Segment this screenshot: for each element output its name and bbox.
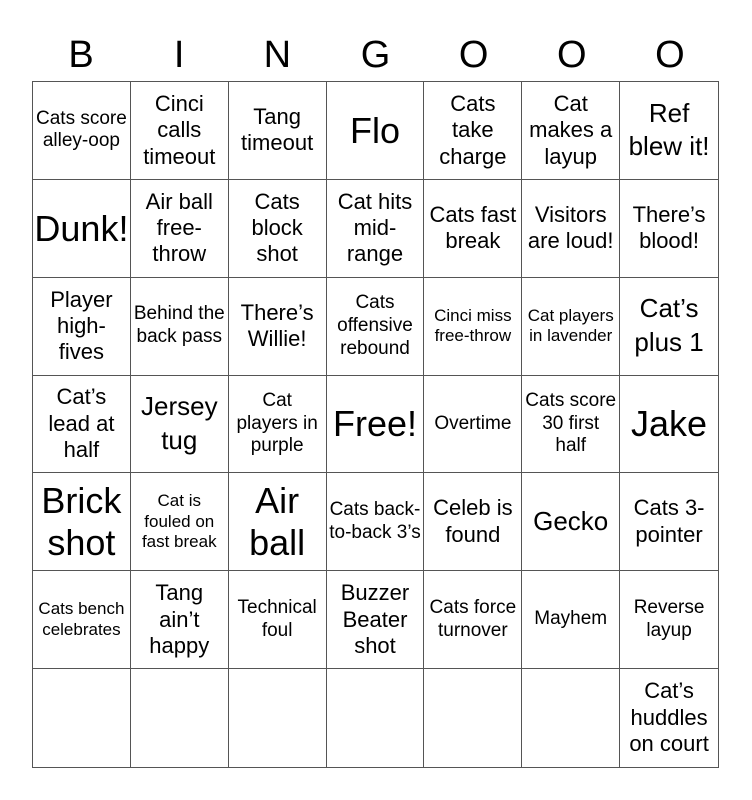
bingo-cell-text: Cat’s huddles on court (629, 678, 709, 757)
bingo-cell[interactable] (131, 571, 229, 669)
bingo-cell[interactable] (327, 669, 425, 767)
bingo-cell-text: Cats take charge (439, 90, 507, 169)
bingo-cell[interactable] (327, 376, 425, 474)
bingo-cell[interactable] (327, 571, 425, 669)
bingo-cell[interactable] (424, 180, 522, 278)
header-letter: G (360, 34, 391, 76)
bingo-cell[interactable] (33, 669, 131, 767)
bingo-cell[interactable] (424, 669, 522, 767)
bingo-cell[interactable] (33, 180, 131, 278)
bingo-cell[interactable] (424, 278, 522, 376)
bingo-cell-text: Buzzer Beater shot (340, 580, 410, 658)
bingo-cell-text: Celeb is found (433, 495, 513, 547)
bingo-cell-text: Ref blew it! (628, 97, 710, 162)
bingo-cell[interactable] (620, 669, 718, 767)
bingo-cell-text: Cats offensive rebound (337, 291, 413, 359)
bingo-cell-text: There’s Willie! (240, 299, 314, 352)
bingo-cell-text: Cat players in lavender (527, 305, 614, 346)
bingo-cell[interactable] (620, 571, 718, 669)
bingo-cell[interactable] (620, 180, 718, 278)
bingo-cell[interactable] (620, 376, 718, 474)
bingo-cell-text: Cats bench celebrates (38, 599, 125, 639)
bingo-cell-text: Air ball free-throw (145, 188, 213, 267)
bingo-cell[interactable] (229, 376, 327, 474)
bingo-cell[interactable] (131, 82, 229, 180)
bingo-cell[interactable] (229, 82, 327, 180)
bingo-cell-text: Mayhem (534, 608, 608, 630)
bingo-cell-text: Dunk! (34, 207, 129, 249)
bingo-cell[interactable] (522, 82, 620, 180)
bingo-cell[interactable] (33, 376, 131, 474)
bingo-cell[interactable] (327, 82, 425, 180)
bingo-cell[interactable] (33, 278, 131, 376)
bingo-cell[interactable] (33, 473, 131, 571)
bingo-cell[interactable] (229, 180, 327, 278)
bingo-cell-text: Cats 3-pointer (633, 495, 705, 547)
header-letter: O (655, 34, 685, 76)
bingo-cell[interactable] (620, 82, 718, 180)
bingo-cell-text: Cats score alley-oop (36, 107, 127, 152)
bingo-cell-text: Cat makes a layup (529, 90, 613, 169)
bingo-card-grid (32, 81, 719, 768)
bingo-cell[interactable] (522, 180, 620, 278)
bingo-cell[interactable] (522, 376, 620, 474)
bingo-cell[interactable] (424, 473, 522, 571)
bingo-cell-text: Cats block shot (251, 188, 303, 267)
bingo-cell-text: Reverse layup (633, 596, 705, 641)
bingo-cell[interactable] (229, 669, 327, 767)
bingo-cell[interactable] (131, 180, 229, 278)
header-letter: B (68, 34, 94, 76)
bingo-cell[interactable] (522, 669, 620, 767)
bingo-cell-text: Jake (631, 403, 708, 445)
bingo-header (32, 30, 719, 80)
header-letter: I (173, 34, 185, 76)
bingo-cell[interactable] (424, 571, 522, 669)
bingo-cell-text: Jersey tug (140, 391, 218, 455)
bingo-cell-text: Cats fast break (429, 201, 517, 254)
bingo-cell-text: Cat hits mid-range (337, 188, 413, 267)
bingo-cell[interactable] (424, 376, 522, 474)
bingo-cell[interactable] (327, 180, 425, 278)
bingo-cell-text: Cat players in purple (236, 389, 318, 457)
bingo-cell[interactable] (620, 278, 718, 376)
bingo-cell-text: Technical foul (237, 596, 317, 641)
bingo-cell-text: Behind the back pass (133, 303, 225, 348)
bingo-cell[interactable] (131, 376, 229, 474)
bingo-cell[interactable] (33, 571, 131, 669)
bingo-cell-text: Free! (332, 403, 417, 445)
header-letter: O (458, 34, 489, 76)
bingo-cell[interactable] (327, 278, 425, 376)
bingo-cell[interactable] (131, 473, 229, 571)
bingo-cell[interactable] (522, 571, 620, 669)
bingo-cell-text: Player high-fives (50, 286, 113, 365)
header-letter: N (263, 34, 292, 76)
bingo-cell-text: Cats force turnover (429, 596, 517, 641)
bingo-cell-text: Cat’s lead at half (48, 384, 115, 463)
bingo-cell-text: Cat is fouled on fast break (141, 491, 217, 552)
bingo-cell-text: Tang timeout (241, 104, 314, 156)
bingo-cell[interactable] (620, 473, 718, 571)
bingo-cell-text: Tang ain’t happy (149, 580, 210, 658)
bingo-cell-text: Cinci miss free-throw (434, 305, 512, 346)
bingo-cell-text: Overtime (434, 412, 512, 434)
bingo-cell[interactable] (424, 82, 522, 180)
bingo-cell-text: Brick shot (41, 480, 122, 563)
bingo-cell-text: Gecko (533, 505, 609, 536)
bingo-cell-text: Cats back-to-back 3’s (329, 499, 421, 543)
bingo-cell[interactable] (522, 278, 620, 376)
bingo-cell[interactable] (522, 473, 620, 571)
bingo-cell-text: There’s blood! (632, 201, 706, 254)
bingo-cell[interactable] (229, 473, 327, 571)
bingo-cell-text: Cat’s plus 1 (634, 293, 704, 358)
bingo-cell[interactable] (131, 669, 229, 767)
bingo-cell[interactable] (131, 278, 229, 376)
bingo-cell-text: Air ball (249, 480, 306, 563)
bingo-cell[interactable] (229, 278, 327, 376)
bingo-cell-text: Visitors are loud! (527, 201, 614, 254)
header-letter: O (556, 34, 587, 76)
bingo-cell-text: Cinci calls timeout (143, 90, 216, 169)
bingo-cell[interactable] (229, 571, 327, 669)
bingo-cell[interactable] (33, 82, 131, 180)
bingo-cell-text: Flo (349, 109, 400, 151)
bingo-cell[interactable] (327, 473, 425, 571)
bingo-cell-text: Cats score 30 first half (525, 389, 617, 457)
